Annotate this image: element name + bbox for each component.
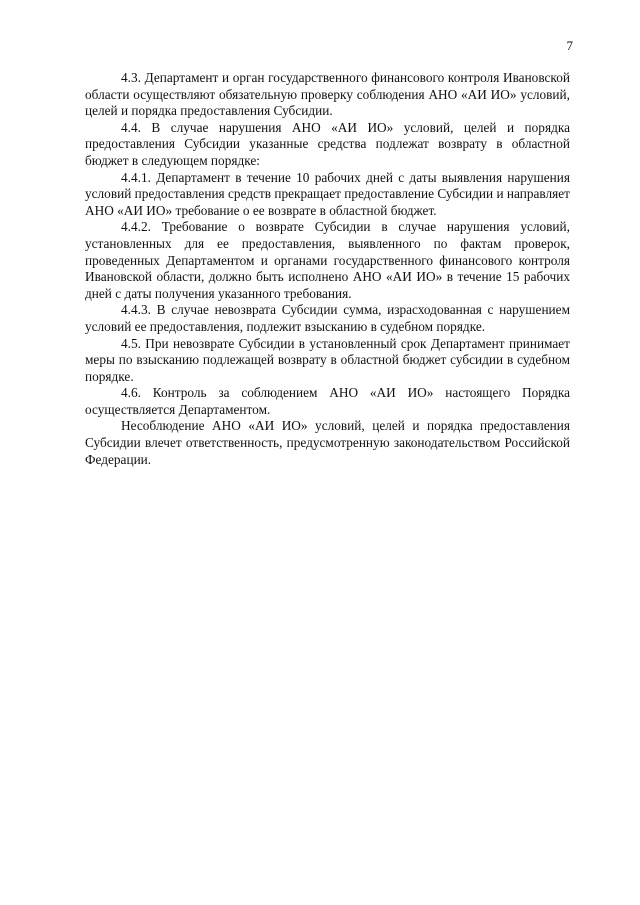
- paragraph-4-4: 4.4. В случае нарушения АНО «АИ ИО» условий, целей и порядка предоставления Субсидии указанные средства подлежат возврату в областной бюджет в следующем порядке:: [85, 119, 570, 168]
- paragraph-4-4-1: 4.4.1. Департамент в течение 10 рабочих дней с даты выявления нарушения условий предоставления средств прекращает предоставление Субсидии и направляет АНО «АИ ИО» требование о ее возврате в областной бюджет.: [85, 169, 570, 218]
- page-number: 7: [566, 38, 573, 53]
- paragraph-4-4-3: 4.4.3. В случае невозврата Субсидии сумма, израсходованная с нарушением условий ее предоставления, подлежит взысканию в судебном порядке.: [85, 302, 570, 334]
- paragraph-4-6: 4.6. Контроль за соблюдением АНО «АИ ИО» настоящего Порядка осуществляется Департаментом.: [85, 385, 570, 417]
- paragraph-4-3: 4.3. Департамент и орган государственного финансового контроля Ивановской области осуществляют обязательную проверку соблюдения АНО «АИ ИО» условий, целей и порядка предоставления Субсидии.: [85, 70, 570, 119]
- document-body: [85, 70, 570, 468]
- paragraph-liability: Несоблюдение АНО «АИ ИО» условий, целей и порядка предоставления Субсидии влечет ответственность, предусмотренную законодательством Российской Федерации.: [85, 418, 570, 467]
- paragraph-4-4-2: 4.4.2. Требование о возврате Субсидии в случае нарушения условий, установленных для ее предоставления, выявленного по фактам проверок, проведенных Департаментом и органами государственного финансового контроля Ивановской области, должно быть исполнено АНО «АИ ИО» в течение 15 рабочих дней с даты получения указанного требования.: [85, 219, 570, 301]
- paragraph-4-5: 4.5. При невозврате Субсидии в установленный срок Департамент принимает меры по взысканию подлежащей возврату в областной бюджет субсидии в судебном порядке.: [85, 335, 570, 384]
